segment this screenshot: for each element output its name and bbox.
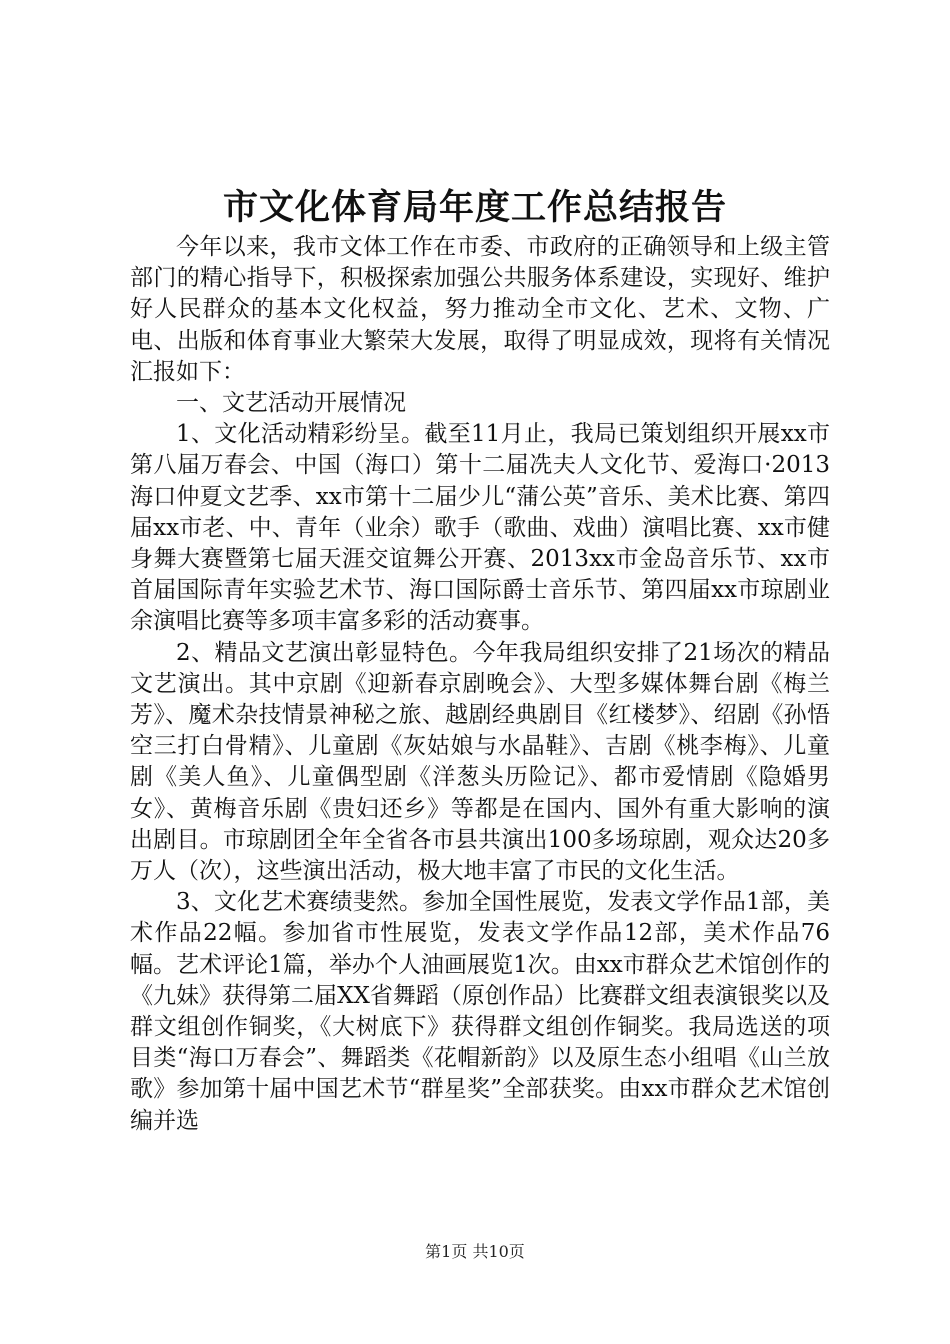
paragraph-performances: 2、精品文艺演出彰显特色。今年我局组织安排了21场次的精品文艺演出。其中京剧《迎新春京剧晚会》、大型多媒体舞台剧《梅兰芳》、魔术杂技情景神秘之旅、越剧经典剧目《红楼梦》、绍剧《孙悟空三打白骨精》、儿童剧《灰姑娘与水晶鞋》、吉剧《桃李梅》、儿童剧《美人鱼》、儿童偶型剧《洋葱头历险记》、都市爱情剧《隐婚男女》、黄梅音乐剧《贵妇还乡》等都是在国内、国外有重大影响的演出剧目。市琼剧团全年全省各市县共演出100多场琼剧，观众达20多万人（次），这些演出活动，极大地丰富了市民的文化生活。 bbox=[130, 639, 830, 885]
paragraph-activities: 1、文化活动精彩纷呈。截至11月止，我局已策划组织开展xx市第八届万春会、中国（海口）第十二届冼夫人文化节、爱海口·2013海口仲夏文艺季、xx市第十二届少儿“蒲公英”音乐、美术比赛、第四届xx市老、中、青年（业余）歌手（歌曲、戏曲）演唱比赛、xx市健身舞大赛暨第七届天涯交谊舞公开赛、2013xx市金岛音乐节、xx市首届国际青年实验艺术节、海口国际爵士音乐节、第四届xx市琼剧业余演唱比赛等多项丰富多彩的活动赛事。 bbox=[130, 421, 830, 635]
document-body bbox=[130, 232, 830, 1137]
paragraph-intro: 今年以来，我市文体工作在市委、市政府的正确领导和上级主管部门的精心指导下，积极探索加强公共服务体系建设，实现好、维护好人民群众的基本文化权益，努力推动全市文化、艺术、文物、广电、出版和体育事业大繁荣大发展，取得了明显成效，现将有关情况汇报如下： bbox=[130, 234, 830, 385]
document-title: 市文化体育局年度工作总结报告 bbox=[222, 187, 727, 228]
section-heading: 一、文艺活动开展情况 bbox=[176, 390, 406, 417]
page-number-footer: 第1页 共10页 bbox=[425, 1242, 525, 1261]
paragraph-awards: 3、文化艺术赛绩斐然。参加全国性展览，发表文学作品1部，美术作品22幅。参加省市性展览，发表文学作品12部，美术作品76幅。艺术评论1篇，举办个人油画展览1次。由xx市群众艺术馆创作的《九妹》获得第二届XX省舞蹈（原创作品）比赛群文组表演银奖以及群文组创作铜奖，《大树底下》获得群文组创作铜奖。我局选送的项目类“海口万春会”、舞蹈类《花帽新韵》以及原生态小组唱《山兰放歌》参加第十届中国艺术节“群星奖”全部获奖。由xx市群众艺术馆创编并选 bbox=[130, 889, 830, 1134]
